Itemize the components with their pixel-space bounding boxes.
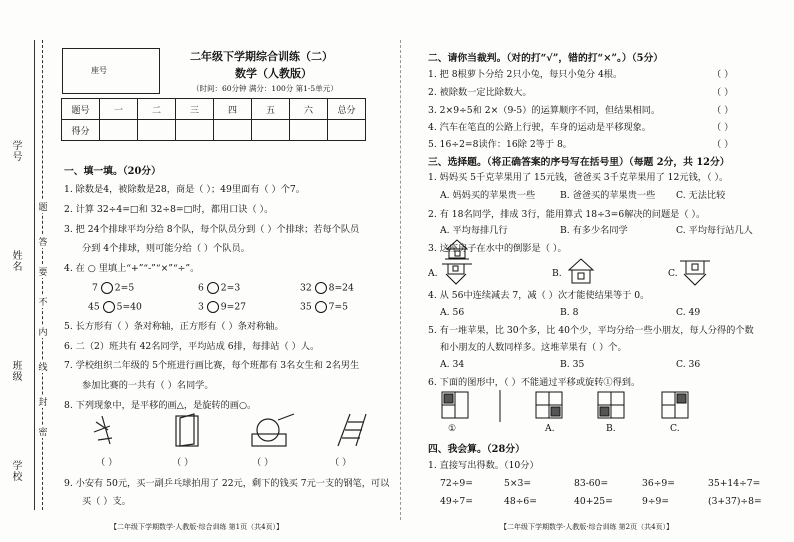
score-cell: 六 xyxy=(290,99,328,120)
question-7-line2: 参加比赛的一共有（ ）名同学。 xyxy=(82,380,214,391)
choice-3: 3. 这座房子在水中的倒影是（ ）。 xyxy=(428,243,567,254)
choice-2-opt-c[interactable]: C. 平均每行站几人 xyxy=(676,225,753,236)
question-2: 2. 计算 32÷4=□和 32÷8=□时，都用口诀（ ）。 xyxy=(64,204,274,215)
seal-char: 答 xyxy=(37,235,49,248)
choice-5-opt-c[interactable]: C. 36 xyxy=(676,359,701,370)
score-cell: 三 xyxy=(176,99,214,120)
score-input[interactable] xyxy=(100,120,138,141)
figure-a-icon xyxy=(536,392,562,418)
question-3-line2: 分到 4个排球，则可能分给（ ）个队员。 xyxy=(82,243,250,254)
choice-5-opt-b[interactable]: B. 35 xyxy=(560,359,585,370)
seal-char: 线 xyxy=(37,360,49,373)
reflection-option-c-icon xyxy=(680,258,710,288)
score-cell: 一 xyxy=(100,99,138,120)
section4-title: 四、我会算。（28分） xyxy=(428,444,525,455)
score-cell: 总分 xyxy=(328,99,366,120)
score-input[interactable] xyxy=(138,120,176,141)
q4-item[interactable]: 35 7=5 xyxy=(300,301,349,313)
choice-6-opt-b[interactable]: B. xyxy=(606,423,616,434)
choice-1-opt-c[interactable]: C. 无法比较 xyxy=(676,190,726,201)
q8-answer-paren[interactable]: （ ） xyxy=(172,457,194,468)
q4-item[interactable]: 6 2=3 xyxy=(198,282,241,294)
judge-5: 5. 16÷2=8读作：16除 2等于 8。 xyxy=(428,139,572,150)
seal-char: 内 xyxy=(37,325,49,338)
score-cell: 五 xyxy=(252,99,290,120)
blank-circle-icon xyxy=(103,301,115,313)
seat-number-box[interactable] xyxy=(62,48,160,94)
calc-item[interactable]: 36÷9= xyxy=(642,478,675,489)
seal-char: 不 xyxy=(37,295,49,308)
question-8: 8. 下列现象中，是平移的画△，是旋转的画○。 xyxy=(64,400,257,411)
label-school: 学校 xyxy=(10,460,21,482)
score-input[interactable] xyxy=(214,120,252,141)
calc-item[interactable]: 49÷7= xyxy=(440,496,473,507)
calc-item[interactable]: 35+14÷7= xyxy=(708,478,761,489)
score-cell: 四 xyxy=(214,99,252,120)
question-4: 4. 在 ○ 里填上“+”“-”“×”“÷”。 xyxy=(64,263,200,274)
judge-answer-paren[interactable]: （ ） xyxy=(712,105,734,116)
section1-title: 一、填一填。（20分） xyxy=(64,166,161,177)
choice-2-opt-b[interactable]: B. 有多少名同学 xyxy=(560,225,628,236)
choice-1-opt-a[interactable]: A. 妈妈买的苹果贵一些 xyxy=(440,190,536,201)
page-title: 二年级下学期综合训练（二） xyxy=(190,50,333,63)
section3-title: 三、选择题。（将正确答案的序号写在括号里）（每题 2分，共 12分） xyxy=(428,157,730,168)
judge-answer-paren[interactable]: （ ） xyxy=(712,87,734,98)
house-icon xyxy=(445,238,469,260)
calc-subtitle: 1. 直接写出得数。（10分） xyxy=(428,460,539,471)
footer-left: 【二年级下学期数学·人教版·综合训练 第1页（共4页）】 xyxy=(110,523,284,531)
choice-1: 1. 妈妈买 5千克苹果用了 15元钱，爸爸买 3千克苹果用了 12元钱，（ ）。 xyxy=(428,172,729,183)
seat-number-label: 座号 xyxy=(91,66,107,75)
question-3-line1: 3. 把 24个排球平均分给 8个队，每个队员分到（ ）个排球；若每个队员 xyxy=(64,224,360,235)
score-table-row xyxy=(62,120,366,141)
seal-char: 封 xyxy=(37,395,49,408)
seal-char: 题 xyxy=(37,200,49,213)
q4-item[interactable]: 32 8=24 xyxy=(300,282,354,294)
calc-item[interactable]: 9÷9= xyxy=(642,496,670,507)
grinder-icon xyxy=(252,414,294,446)
score-table xyxy=(61,98,366,141)
judge-2: 2. 被除数一定比除数大。 xyxy=(428,87,532,98)
q8-answer-paren[interactable]: （ ） xyxy=(330,457,352,468)
hand-icon xyxy=(94,416,112,444)
footer-right: 【二年级下学期数学·人教版·综合训练 第2页（共4页）】 xyxy=(500,523,674,531)
score-input[interactable] xyxy=(252,120,290,141)
section2-title: 二、请你当裁判。（对的打“√”，错的打“×”。）（5分） xyxy=(428,53,664,64)
choice-4-opt-b[interactable]: B. 8 xyxy=(560,307,579,318)
column-divider xyxy=(400,40,401,520)
calc-item[interactable]: 40+25= xyxy=(574,496,613,507)
subject-title: 数学（人教版） xyxy=(235,67,312,80)
q4-item[interactable]: 7 2=5 xyxy=(92,282,135,294)
choice-3-opt-a[interactable]: A. xyxy=(428,268,438,279)
score-table-header xyxy=(62,99,366,120)
judge-answer-paren[interactable]: （ ） xyxy=(712,69,734,80)
question-6: 6. 二（2）班共有 42名同学，平均站成 6排，每排站（ ）人。 xyxy=(64,341,320,352)
binding-solid-line xyxy=(34,40,35,510)
choice-5-opt-a[interactable]: A. 34 xyxy=(440,359,465,370)
seal-char: 密 xyxy=(37,425,49,438)
q8-pictures xyxy=(88,410,388,450)
choice-4-opt-a[interactable]: A. 56 xyxy=(440,307,465,318)
figure-b-icon xyxy=(598,392,624,418)
score-cell: 二 xyxy=(138,99,176,120)
judge-1: 1. 把 8根萝卜分给 2只小兔，每只小兔分 4根。 xyxy=(428,69,623,80)
judge-3: 3. 2×9÷5和 2×（9-5）的运算顺序不同，但结果相同。 xyxy=(428,105,661,116)
seal-char: 要 xyxy=(37,265,49,278)
question-9-line1: 9. 小安有 50元，买一副乒乓球拍用了 22元，剩下的钱买 7元一支的钢笔，可以 xyxy=(64,478,390,489)
score-input[interactable] xyxy=(176,120,214,141)
choice-2: 2. 有 18名同学，排成 3行，能用算式 18÷3=6解决的问题是（ ）。 xyxy=(428,209,706,220)
choice-6-opt-a[interactable]: A. xyxy=(545,423,555,434)
choice-3-opt-c[interactable]: C. xyxy=(668,268,678,279)
score-input[interactable] xyxy=(290,120,328,141)
score-cell: 题号 xyxy=(62,99,100,120)
question-5: 5. 长方形有（ ）条对称轴，正方形有（ ）条对称轴。 xyxy=(64,321,284,332)
exam-meta: （时间：60分钟 满分：100分 第1-5单元） xyxy=(192,84,338,93)
blank-circle-icon xyxy=(101,282,113,294)
q4-item[interactable]: 3 9=27 xyxy=(198,301,247,313)
choice-4-opt-c[interactable]: C. 49 xyxy=(676,307,701,318)
choice-3-opt-b[interactable]: B. xyxy=(552,268,562,279)
calc-item[interactable]: 48÷6= xyxy=(504,496,537,507)
choice-5-line1: 5. 有一堆苹果，比 30个多，比 40个少，平均分给一些小朋友，每人分得的个数 xyxy=(428,325,754,336)
figure-c-icon xyxy=(662,392,688,418)
choice-6: 6. 下面的图形中，（ ）不能通过平移或旋转①得到。 xyxy=(428,377,641,388)
door-icon xyxy=(176,414,198,446)
blank-circle-icon xyxy=(207,282,219,294)
choice-1-opt-b[interactable]: B. 爸爸买的苹果贵一些 xyxy=(560,190,656,201)
calc-item[interactable]: 83-60= xyxy=(574,478,609,489)
blank-circle-icon xyxy=(315,301,327,313)
question-9-line2: 买（ ）支。 xyxy=(82,496,131,507)
question-1: 1. 除数是4，被除数是28，商是（ ）；49里面有（ ）个7。 xyxy=(64,184,305,195)
q8-answer-paren[interactable]: （ ） xyxy=(252,457,274,468)
choice-6-label-1: ① xyxy=(448,423,457,434)
choice-2-opt-a[interactable]: A. 平均每排几行 xyxy=(440,225,508,236)
judge-4: 4. 汽车在笔直的公路上行驶，车身的运动是平移现象。 xyxy=(428,122,651,133)
calc-item[interactable]: 72÷9= xyxy=(440,478,473,489)
figure-1-icon xyxy=(442,392,468,418)
reflection-option-b-icon xyxy=(566,256,596,286)
choice-6-opt-c[interactable]: C. xyxy=(670,423,680,434)
label-student-id: 学号 xyxy=(10,140,21,162)
calc-item[interactable]: (3+37)÷8= xyxy=(708,496,762,507)
choice-6-figures xyxy=(440,390,730,422)
judge-answer-paren[interactable]: （ ） xyxy=(712,122,734,133)
ladder-icon xyxy=(338,414,366,446)
reflection-option-a-icon xyxy=(442,260,472,288)
label-class: 班级 xyxy=(10,360,21,382)
choice-5-line2: 和小朋友的人数同样多。这堆苹果有（ ）个。 xyxy=(440,342,627,353)
question-7-line1: 7. 学校组织二年级的 5个班进行画比赛，每个班都有 3名女生和 2名男生 xyxy=(64,360,360,371)
judge-answer-paren[interactable]: （ ） xyxy=(712,139,734,150)
q8-answer-paren[interactable]: （ ） xyxy=(96,457,118,468)
label-name: 姓名 xyxy=(10,250,21,272)
blank-circle-icon xyxy=(315,282,327,294)
score-row-label: 得分 xyxy=(62,120,100,141)
blank-circle-icon xyxy=(207,301,219,313)
calc-item[interactable]: 5×3= xyxy=(504,478,532,489)
q4-item[interactable]: 45 5=40 xyxy=(88,301,142,313)
choice-4: 4. 从 56中连续减去 7，减（ ）次才能使结果等于 0。 xyxy=(428,290,650,301)
score-input[interactable] xyxy=(328,120,366,141)
